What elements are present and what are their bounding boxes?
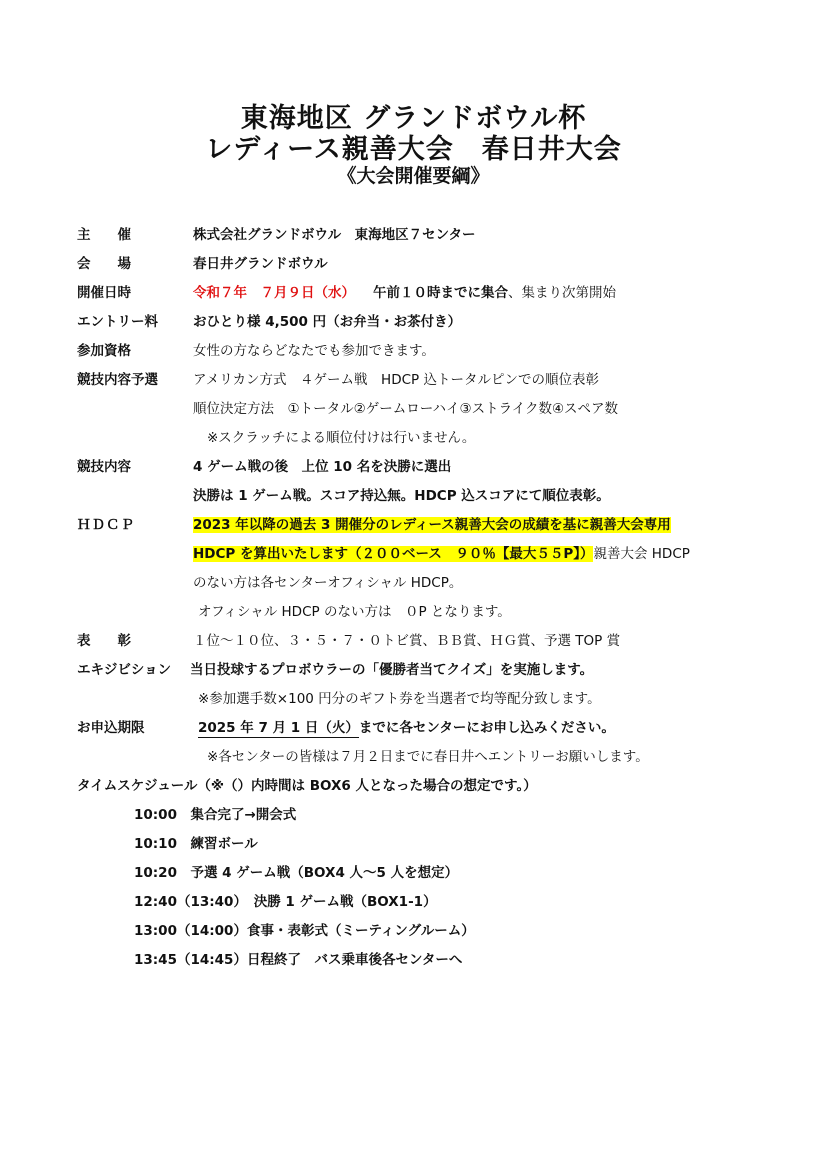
schedule-heading: タイムスケジュール（※（）内時間は BOX6 人となった場合の想定です。） xyxy=(77,778,537,794)
hdcp-line-3: のない方は各センターオフィシャル HDCP。 xyxy=(193,575,463,591)
title-line-1: 東海地区 グランドボウル杯 xyxy=(240,103,587,134)
exhibition-label: エキジビション xyxy=(77,662,172,678)
deadline-rest: までに各センターにお申し込みください。 xyxy=(358,720,615,736)
hdcp-line-1 xyxy=(193,516,671,534)
competition-label: 競技内容 xyxy=(77,459,131,475)
entry-fee-value: おひとり様 4,500 円（お弁当・お茶付き） xyxy=(193,314,462,330)
title-line-3: 《大会開催要綱》 xyxy=(337,165,490,187)
exhibition-line-1: 当日投球するプロボウラーの「優勝者当てクイズ」を実施します。 xyxy=(190,662,594,678)
title-line-2: レディース親善大会 春日井大会 xyxy=(205,134,622,165)
event-date: 令和７年 ７月９日（水） xyxy=(193,285,355,301)
schedule-item: 13:45（14:45）日程終了 バス乗車後各センターへ xyxy=(134,952,463,968)
date-label: 開催日時 xyxy=(77,285,131,301)
hdcp-line-2-rest: 親善大会 HDCP xyxy=(593,546,690,562)
hdcp-line-2 xyxy=(193,545,690,563)
venue-value: 春日井グランドボウル xyxy=(193,256,328,272)
deadline-row xyxy=(198,719,615,737)
exhibition-line-2: ※参加選手数×100 円分のギフト券を当選者で均等配分致します。 xyxy=(198,691,601,707)
eligibility-label: 参加資格 xyxy=(77,343,131,359)
awards-value: １位～１０位、３・５・７・０トビ賞、ＢＢ賞、ＨＧ賞、予選 TOP 賞 xyxy=(193,633,621,649)
schedule-item: 10:00 集合完了→開会式 xyxy=(134,807,297,823)
competition-line-2: 決勝は 1 ゲーム戦。スコア持込無。HDCP 込スコアにて順位表彰。 xyxy=(193,488,610,504)
venue-label: 会 場 xyxy=(77,256,131,272)
competition-line-1: 4 ゲーム戦の後 上位 10 名を決勝に選出 xyxy=(193,459,452,475)
schedule-item: 12:40（13:40） 決勝 1 ゲーム戦（BOX1-1） xyxy=(134,894,437,910)
assembly-time: 午前１０時までに集合 xyxy=(373,285,508,301)
hdcp-label: ＨＤＣＰ xyxy=(77,517,135,533)
hdcp-line-4: オフィシャル HDCP のない方は ０P となります。 xyxy=(198,604,511,620)
hdcp-highlight-2: HDCP を算出いたします（２００ベース ９０％【最大５５P】） xyxy=(193,546,594,562)
preliminary-line-3: ※スクラッチによる順位付けは行いません。 xyxy=(207,430,476,446)
eligibility-value: 女性の方ならどなたでも参加できます。 xyxy=(193,343,435,359)
entry-fee-label: エントリー料 xyxy=(77,314,158,330)
hdcp-highlight-1: 2023 年以降の過去 3 開催分のレディース親善大会の成績を基に親善大会専用 xyxy=(193,517,671,533)
awards-label: 表 彰 xyxy=(77,633,131,649)
deadline-label: お申込期限 xyxy=(77,720,145,736)
date-row xyxy=(193,284,616,302)
schedule-item: 13:00（14:00）食事・表彰式（ミーティングルーム） xyxy=(134,923,475,939)
deadline-note: ※各センターの皆様は７月２日までに春日井へエントリーお願いします。 xyxy=(207,749,649,765)
deadline-date: 2025 年 7 月 1 日（火） xyxy=(198,720,359,736)
organizer-label: 主 催 xyxy=(77,227,131,243)
preliminary-label: 競技内容予選 xyxy=(77,372,158,388)
organizer-value: 株式会社グランドボウル 東海地区７センター xyxy=(193,227,476,243)
schedule-item: 10:20 予選 4 ゲーム戦（BOX4 人～5 人を想定） xyxy=(134,865,459,881)
start-note: 、集まり次第開始 xyxy=(508,285,616,301)
preliminary-line-2: 順位決定方法 ①トータル②ゲームローハイ③ストライク数④スペア数 xyxy=(193,401,619,417)
schedule-item: 10:10 練習ボール xyxy=(134,836,258,852)
preliminary-line-1: アメリカン方式 ４ゲーム戦 HDCP 込トータルピンでの順位表彰 xyxy=(193,372,599,388)
